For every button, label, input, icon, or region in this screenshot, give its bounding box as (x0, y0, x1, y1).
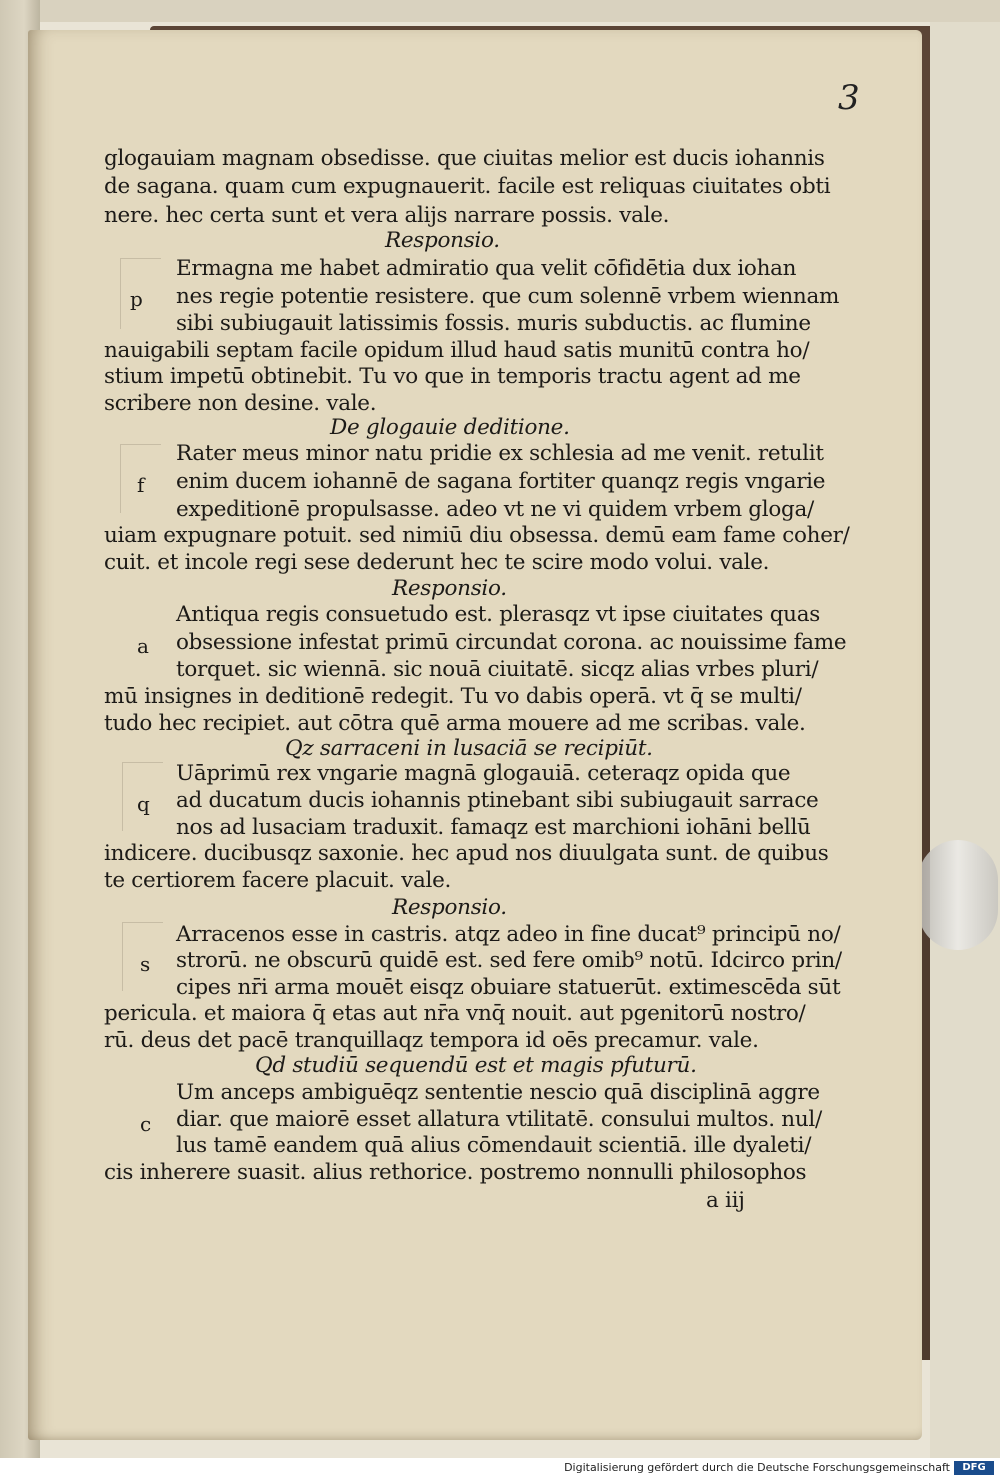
dfg-logo: DFG (954, 1461, 994, 1475)
text-line: Um anceps ambiguēqz sententie nescio quā disciplinā aggre (176, 1080, 820, 1105)
text-line: scribere non desine. vale. (104, 391, 377, 416)
text-line: cipes nr̄i arma mouēt eisqz obuiare statuerūt. extimescēda sūt (176, 975, 841, 1000)
text-line: Arracenos esse in castris. atqz adeo in fine ducat⁹ principū no/ (176, 922, 841, 947)
text-line: pericula. et maiora q̄ etas aut nr̄a vnq̄ nouit. aut pgenitorū nostro/ (104, 1001, 806, 1026)
footer-credit: Digitalisierung gefördert durch die Deutsche Forschungsgemeinschaft (564, 1461, 950, 1474)
guide-letter: a (137, 634, 149, 658)
text-line: stium impetū obtinebit. Tu vo que in temporis tractu agent ad me (104, 364, 801, 389)
section-heading: Qd studiū sequendū est et magis pfuturū. (255, 1053, 697, 1078)
text-line: glogauiam magnam obsedisse. que ciuitas melior est ducis iohannis (104, 146, 825, 171)
text-line: Rater meus minor natu pridie ex schlesia ad me venit. retulit (176, 441, 824, 466)
text-line: rū. deus det pacē tranquillaqz tempora id oēs precamur. vale. (104, 1028, 759, 1053)
guide-letter: s (140, 952, 151, 976)
section-heading: Responsio. (385, 228, 500, 253)
guide-letter: p (130, 287, 143, 311)
text-line: ad ducatum ducis iohannis ptinebant sibi subiugauit sarrace (176, 788, 819, 813)
text-line: Ermagna me habet admiratio qua velit cōfidētia dux iohan (176, 256, 797, 281)
text-line: nos ad lusaciam traduxit. famaqz est marchioni iohāni bellū (176, 815, 811, 840)
signature-mark: a iij (706, 1188, 745, 1213)
section-heading: Responsio. (392, 895, 507, 920)
section-heading: Qz sarraceni in lusaciā se recipiūt. (285, 736, 653, 761)
text-line: uiam expugnare potuit. sed nimiū diu obsessa. demū eam fame coher/ (104, 523, 850, 548)
text-line: strorū. ne obscurū quidē est. sed fere omib⁹ notū. Idcirco prin/ (176, 948, 842, 973)
text-line: nes regie potentie resistere. que cum solennē vrbem wiennam (176, 284, 840, 309)
text-line: tudo hec recipiet. aut cōtra quē arma mouere ad me scribas. vale. (104, 711, 806, 736)
text-line: cuit. et incole regi sese dederunt hec te scire modo volui. vale. (104, 550, 770, 575)
text-line: te certiorem facere placuit. vale. (104, 868, 452, 893)
text-line: nere. hec certa sunt et vera alijs narrare possis. vale. (104, 203, 670, 228)
text-line: nauigabili septam facile opidum illud haud satis munitū contra ho/ (104, 338, 810, 363)
text-line: sibi subiugauit latissimis fossis. muris subductis. ac flumine (176, 311, 811, 336)
text-line: lus tamē eandem quā alius cōmendauit scientiā. ille dyaleti/ (176, 1133, 812, 1158)
text-line: indicere. ducibusqz saxonie. hec apud nos diuulgata sunt. de quibus (104, 841, 829, 866)
text-line: expeditionē propulsasse. adeo vt ne vi quidem vrbem gloga/ (176, 497, 814, 522)
text-line: de sagana. quam cum expugnauerit. facile est reliquas ciuitates obti (104, 174, 831, 199)
text-line: diar. que maiorē esset allatura vtilitatē. consului multos. nul/ (176, 1107, 822, 1132)
section-heading: Responsio. (392, 576, 507, 601)
text-line: Uāprimū rex vngarie magnā glogauiā. ceteraqz opida que (176, 761, 791, 786)
guide-letter: q (137, 792, 150, 816)
section-heading: De glogauie deditione. (330, 415, 570, 440)
footer-bar (0, 1458, 1000, 1478)
folio-number: 3 (838, 78, 860, 118)
text-line: torquet. sic wiennā. sic nouā ciuitatē. sicqz alias vrbes pluri/ (176, 657, 819, 682)
guide-letter: c (140, 1112, 152, 1136)
text-line: Antiqua regis consuetudo est. plerasqz vt ipse ciuitates quas (176, 602, 820, 627)
text-line: mū insignes in deditionē redegit. Tu vo dabis operā. vt q̄ se multi/ (104, 684, 802, 709)
guide-letter: f (137, 473, 145, 497)
text-line: obsessione infestat primū circundat corona. ac nouissime fame (176, 630, 847, 655)
text-line: enim ducem iohannē de sagana fortiter quanqz regis vngarie (176, 469, 826, 494)
text-line: cis inherere suasit. alius rethorice. postremo nonnulli philosophos (104, 1160, 807, 1185)
